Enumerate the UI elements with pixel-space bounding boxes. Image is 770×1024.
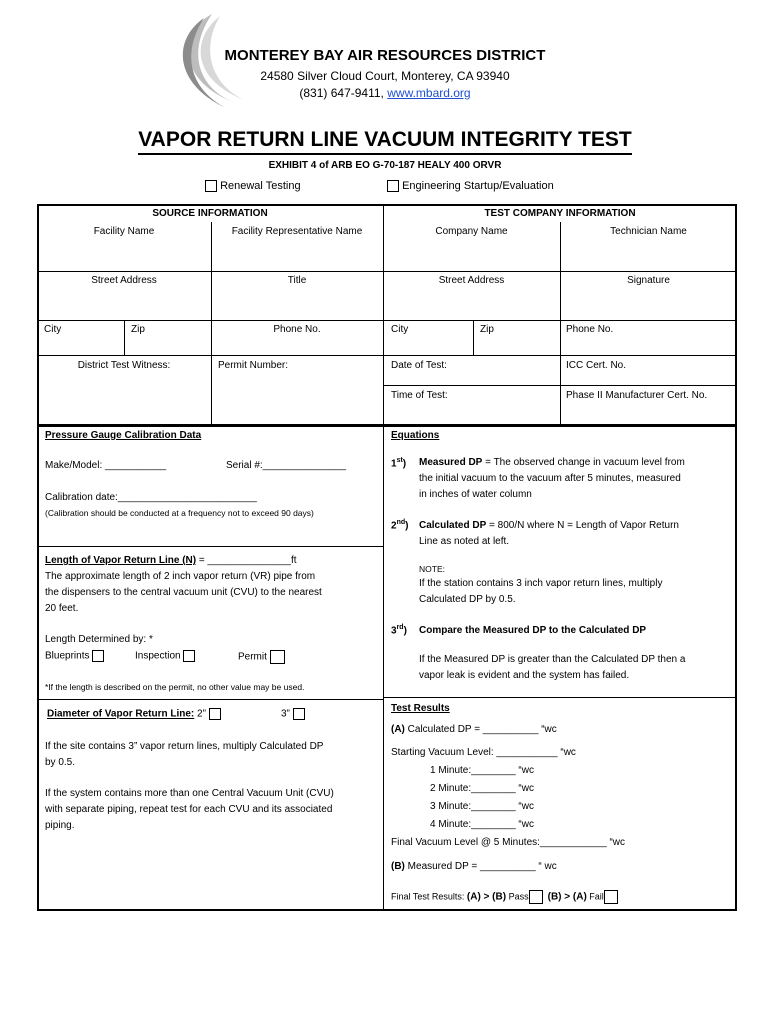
engineering-label: Engineering Startup/Evaluation [402, 180, 554, 192]
diameter-3in-label: 3” [281, 708, 290, 720]
equations-heading: Equations [391, 430, 440, 441]
eq3-number: 3rd) [391, 624, 407, 637]
source-heading: SOURCE INFORMATION [152, 208, 268, 219]
diameter-note-2c: piping. [45, 820, 75, 831]
phase2-cert-field[interactable]: Phase II Manufacturer Cert. No. [566, 390, 708, 401]
diameter-2in-checkbox[interactable] [209, 708, 221, 720]
diameter-3in-option[interactable] [281, 708, 305, 720]
eq1-desc-c: in inches of water column [419, 489, 532, 500]
note-label: NOTE: [419, 564, 445, 574]
minute-4-field[interactable]: 4 Minute:________ “wc [430, 819, 534, 830]
fail-label: Fail [589, 891, 604, 902]
eq3-title: Compare the Measured DP to the Calculated DP [419, 625, 647, 636]
eq1-desc-b: the initial vacuum to the vacuum after 5 minutes, measured [419, 473, 681, 484]
diameter-heading: Diameter of Vapor Return Line: [47, 708, 195, 720]
company-street-field[interactable]: Street Address [438, 275, 505, 286]
length-desc-2: the dispensers to the central vacuum unit (CVU) to the nearest [45, 587, 322, 598]
minute-3-field[interactable]: 3 Minute:________ “wc [430, 801, 534, 812]
gauge-heading: Pressure Gauge Calibration Data [45, 430, 202, 441]
minute-2-field[interactable]: 2 Minute:________ “wc [430, 783, 534, 794]
note-text-a: If the station contains 3 inch vapor return lines, multiply [419, 578, 663, 589]
diameter-note-1a: If the site contains 3” vapor return lines, multiply Calculated DP [45, 741, 324, 752]
final-results-line [391, 890, 618, 904]
eq2-desc-b: Line as noted at left. [419, 536, 510, 547]
eq2-title: Calculated DP [419, 520, 487, 531]
serial-field[interactable]: Serial #:_______________ [226, 460, 347, 471]
eq3-desc-b: vapor leak is evident and the system has failed. [419, 670, 630, 681]
renewal-option[interactable] [205, 180, 301, 192]
source-street-field[interactable]: Street Address [91, 275, 157, 286]
diameter-3in-checkbox[interactable] [293, 708, 305, 720]
engineering-checkbox[interactable] [387, 180, 399, 192]
company-name-field[interactable]: Company Name [435, 226, 508, 237]
pass-label: Pass [508, 891, 529, 902]
source-city-field[interactable]: City [44, 324, 62, 335]
inspection-label: Inspection [135, 650, 181, 662]
company-heading: TEST COMPANY INFORMATION [484, 208, 636, 219]
source-title-field[interactable]: Title [287, 275, 307, 286]
length-line[interactable] [45, 555, 297, 566]
measured-dp-field[interactable]: (B) Measured DP = __________ “ wc [391, 861, 557, 872]
facility-rep-field[interactable]: Facility Representative Name [231, 226, 363, 237]
signature-field[interactable]: Signature [627, 275, 670, 286]
eq1-title: Measured DP [419, 457, 483, 468]
pass-checkbox[interactable] [529, 890, 543, 904]
engineering-option[interactable] [387, 180, 554, 192]
length-eq: = [196, 555, 208, 566]
company-phone-field[interactable]: Phone No. [566, 324, 614, 335]
eq1-line: Measured DP = The observed change in vacuum level from [419, 457, 685, 468]
permit-label: Permit [238, 651, 267, 663]
source-phone-field[interactable]: Phone No. [273, 324, 321, 335]
blueprints-checkbox[interactable] [92, 650, 104, 662]
company-zip-field[interactable]: Zip [480, 324, 494, 335]
facility-name-field[interactable]: Facility Name [93, 226, 155, 237]
eq2-number: 2nd) [391, 519, 409, 532]
length-desc-3: 20 feet. [45, 603, 79, 614]
length-unit: ft [290, 555, 297, 566]
calibration-date-field[interactable]: Calibration date:_________________________ [45, 492, 257, 503]
eq3-desc-a: If the Measured DP is greater than the Calculated DP then a [419, 654, 686, 665]
renewal-label: Renewal Testing [220, 180, 301, 192]
page-subtitle: EXHIBIT 4 of ARB EO G-70-187 HEALY 400 ORVR [268, 160, 502, 171]
blueprints-label: Blueprints [45, 650, 90, 662]
minute-1-field[interactable]: 1 Minute:________ “wc [430, 765, 534, 776]
website-link[interactable]: www.mbard.org [387, 86, 471, 100]
witness-field[interactable]: District Test Witness: [77, 360, 171, 371]
diameter-note-2b: with separate piping, repeat test for each CVU and its associated [45, 804, 333, 815]
final-vacuum-field[interactable]: Final Vacuum Level @ 5 Minutes:____________ “wc [391, 837, 625, 848]
fail-condition: (B) > (A) [547, 891, 587, 903]
final-results-label: Final Test Results: [391, 891, 465, 902]
length-desc-1: The approximate length of 2 inch vapor return (VR) pipe from [45, 571, 316, 582]
page-title: VAPOR RETURN LINE VACUUM INTEGRITY TEST [138, 128, 632, 151]
calculated-dp-field[interactable]: (A) Calculated DP = __________ “wc [391, 724, 557, 735]
time-of-test-field[interactable]: Time of Test: [391, 390, 448, 401]
calibration-note: (Calibration should be conducted at a frequency not to exceed 90 days) [45, 508, 314, 518]
icc-cert-field[interactable]: ICC Cert. No. [566, 360, 627, 371]
source-zip-field[interactable]: Zip [131, 324, 145, 335]
eq2-line: Calculated DP = 800/N where N = Length of Vapor Return [419, 520, 679, 531]
length-footnote: *If the length is described on the permit, no other value may be used. [45, 682, 305, 692]
inspection-option[interactable] [135, 650, 195, 662]
org-name: MONTEREY BAY AIR RESOURCES DISTRICT [224, 47, 546, 64]
diameter-note-1b: by 0.5. [45, 757, 76, 768]
inspection-checkbox[interactable] [183, 650, 195, 662]
length-heading: Length of Vapor Return Line (N) [45, 555, 197, 566]
make-model-field[interactable]: Make/Model: ___________ [45, 460, 167, 471]
note-text-b: Calculated DP by 0.5. [419, 594, 516, 605]
results-heading: Test Results [391, 703, 450, 714]
pass-condition: (A) > (B) [466, 891, 507, 903]
eq1-number: 1st) [391, 457, 407, 470]
renewal-checkbox[interactable] [205, 180, 217, 192]
org-address: 24580 Silver Cloud Court, Monterey, CA 93940 [260, 69, 510, 83]
fail-checkbox[interactable] [604, 890, 618, 904]
org-contact [0, 86, 770, 100]
blueprints-option[interactable] [45, 650, 104, 662]
company-city-field[interactable]: City [391, 324, 409, 335]
diameter-line[interactable] [47, 708, 221, 720]
length-determined: Length Determined by: * [45, 634, 153, 645]
length-blank: _______________ [207, 555, 291, 566]
starting-vacuum-field[interactable]: Starting Vacuum Level: ___________ “wc [391, 747, 576, 758]
org-phone: (831) 647-9411, [299, 86, 384, 100]
permit-option[interactable] [238, 650, 285, 664]
permit-checkbox[interactable] [270, 650, 285, 664]
technician-field[interactable]: Technician Name [610, 226, 687, 237]
date-of-test-field[interactable]: Date of Test: [391, 360, 447, 371]
diameter-note-2a: If the system contains more than one Central Vacuum Unit (CVU) [45, 788, 334, 799]
diameter-2in-label: 2” [197, 708, 206, 720]
permit-number-field[interactable]: Permit Number: [218, 360, 289, 371]
